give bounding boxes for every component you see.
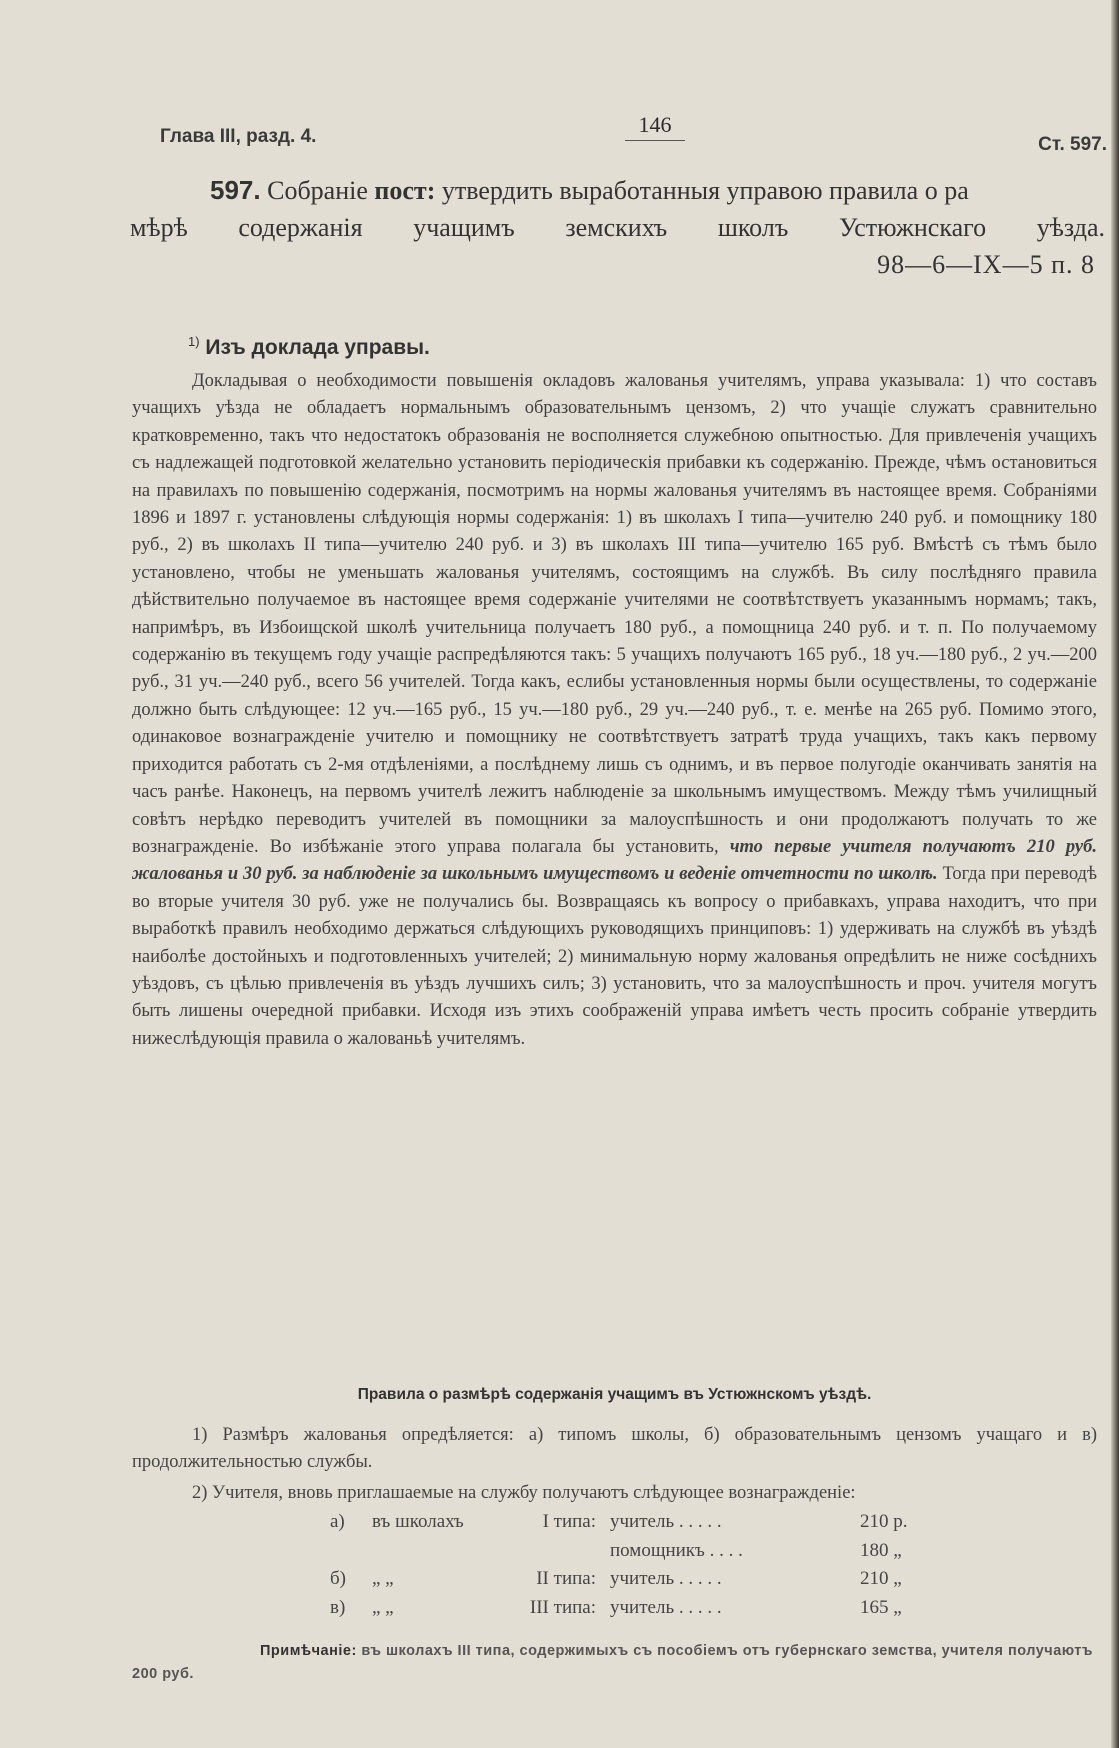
rule-1: 1) Размѣръ жалованья опредѣляется: а) типомъ школы, б) образовательнымъ цензомъ учащаго и в) продолжительностью службы. — [132, 1425, 1097, 1473]
row-who: учитель . . . . . — [610, 1568, 722, 1589]
article-line-1 — [130, 172, 1105, 209]
row-who: учитель . . . . . — [610, 1511, 722, 1532]
row-amount: 165 „ — [860, 1596, 902, 1618]
row-type: II типа: — [536, 1568, 596, 1589]
row-amount: 180 „ — [860, 1539, 902, 1561]
note-label: Примѣчаніе: — [260, 1643, 357, 1659]
salary-row — [330, 1565, 950, 1594]
rule-2: 2) Учителя, вновь приглашаемые на службу получаютъ слѣдующее вознагражденіе: — [192, 1483, 856, 1503]
row-type: III типа: — [529, 1596, 596, 1618]
note-text: въ школахъ III типа, содержимыхъ съ пособіемъ отъ губернскаго земства, учителя получаютъ 200 руб. — [132, 1643, 1093, 1682]
row-type: I типа: — [542, 1511, 596, 1532]
report-title — [188, 334, 430, 360]
row-where: „ „ — [372, 1596, 394, 1618]
row-letter: а) — [330, 1511, 345, 1532]
report-text-part-2: Тогда при переводѣ во вторые учителя 30 руб. уже не получались бы. Возвращаясь къ вопросу о прибавкахъ, управа находитъ, что при выработкѣ правилъ необходимо держаться слѣдующихъ руководящихъ принциповъ: 1) удерживать на службѣ въ уѣздѣ наиболѣе достойныхъ и подготовленныхъ учителей; 2) минимальную норму жалованья опредѣлить не ниже сосѣднихъ уѣздовъ, съ цѣлью привлеченія въ уѣздъ лучшихъ силъ; 3) установить, что за малоуспѣшность и проч. учителя могутъ быть лишены очередной прибавки. Исходя изъ этихъ соображеній управа имѣетъ честь просить собраніе утвердить нижеслѣдующія правила о жалованьѣ учителямъ. — [132, 864, 1097, 1049]
row-letter: б) — [330, 1568, 346, 1589]
row-amount: 210 „ — [860, 1568, 902, 1589]
page-number: 146 — [625, 112, 685, 141]
note — [132, 1640, 1097, 1686]
salary-row — [330, 1508, 950, 1537]
article-text-b: пост: — [374, 176, 436, 205]
row-who: учитель . . . . . — [610, 1596, 722, 1618]
article-text-a: Собраніе — [267, 176, 368, 205]
article-reference: Ст. 597. — [1038, 134, 1107, 155]
salary-row — [330, 1537, 950, 1566]
salary-table — [330, 1508, 950, 1622]
row-who: помощникъ . . . . — [610, 1539, 743, 1561]
footnote-mark: 1) — [188, 334, 200, 349]
salary-row — [330, 1594, 950, 1623]
row-letter: в) — [330, 1596, 346, 1618]
report-text-emphasis: что первые учителя получаютъ 210 руб. жалованья и 30 руб. за наблюденіе за школьнымъ имуществомъ и веденіе отчетности по школѣ. — [132, 836, 1097, 885]
article-text-c: утвердить выработанныя управою правила о ра — [441, 176, 969, 205]
report-title-text: Изъ доклада управы. — [205, 336, 430, 359]
row-where: „ „ — [372, 1568, 394, 1589]
row-amount: 210 р. — [860, 1511, 908, 1532]
article-number: 597. — [210, 175, 261, 205]
row-where: въ школахъ — [372, 1511, 464, 1532]
report-text-part-1: Докладывая о необходимости повышенія окладовъ жалованья учителямъ, управа указывала: 1) что составъ учащихъ уѣзда не обладаетъ нормальнымъ образовательнымъ цензомъ, 2) что учащіе служатъ сравнительно кратковременно, такъ что недостатокъ образованія не восполняется служебною опытностью. Для привлеченія учащихъ съ надлежащей подготовкой желательно установить періодическія прибавки къ содержанію. Прежде, чѣмъ остановиться на правилахъ по повышенію содержанія, посмотримъ на нормы жалованья учителямъ въ настоящее время. Собраніями 1896 и 1897 г. установлены слѣдующія нормы содержанія: 1) въ школахъ I типа—учителю 240 руб. и помощнику 180 руб., 2) въ школахъ II типа—учителю 240 руб. и 3) въ школахъ III типа—учителю 165 руб. Вмѣстѣ съ тѣмъ было установлено, чтобы не уменьшать жалованья учителямъ, состоящимъ на службѣ. Въ силу послѣдняго правила дѣйствительно получаемое въ настоящее время содержаніе учителями не соотвѣтствуетъ указаннымъ нормамъ; такъ, напримѣръ, въ Избоищской школѣ учительница получаетъ 180 руб., а помощница 240 руб. и т. п. По получаемому содержанію въ текущемъ году учащіе распредѣляются такъ: 5 учащихъ получаютъ 165 руб., 18 уч.—180 руб., 2 уч.—200 руб., 31 уч.—240 руб., всего 56 учителей. Тогда какъ, еслибы установленныя нормы были осуществлены, то содержаніе должно быть слѣдующее: 12 уч.—165 руб., 15 уч.—180 руб., 29 уч.—240 руб., т. е. менѣе на 265 руб. Помимо этого, одинаковое вознагражденіе учителю и помощнику не соотвѣтствуетъ затратѣ труда учащихъ, такъ какъ первому приходится работать съ 2-мя отдѣленіями, а послѣднему лишь съ однимъ, и въ первое полугодіе оканчивать занятія на часъ ранѣе. Наконецъ, на первомъ учителѣ лежитъ наблюденіе за школьнымъ имуществомъ. Между тѣмъ училищный совѣтъ нерѣдко переводитъ учителей въ помощники за малоуспѣшность и они продолжаютъ получать то же вознагражденіе. Во избѣжаніе этого управа полагала бы установить, — [132, 371, 1097, 857]
article-line-2: мѣрѣ содержанія учащимъ земскихъ школъ Устюжнскаго уѣзда. — [130, 213, 1105, 242]
page-header — [160, 112, 1107, 162]
page-edge — [1111, 0, 1119, 1748]
chapter-label: Глава III, разд. 4. — [160, 126, 317, 147]
rules-title: Правила о размѣрѣ содержанія учащимъ въ Устюжнскомъ уѣздѣ. — [357, 1386, 872, 1403]
article-date: 98—6—IX—5 п. 8 — [877, 250, 1095, 279]
article-597 — [130, 172, 1105, 283]
report-body — [132, 368, 1097, 1053]
